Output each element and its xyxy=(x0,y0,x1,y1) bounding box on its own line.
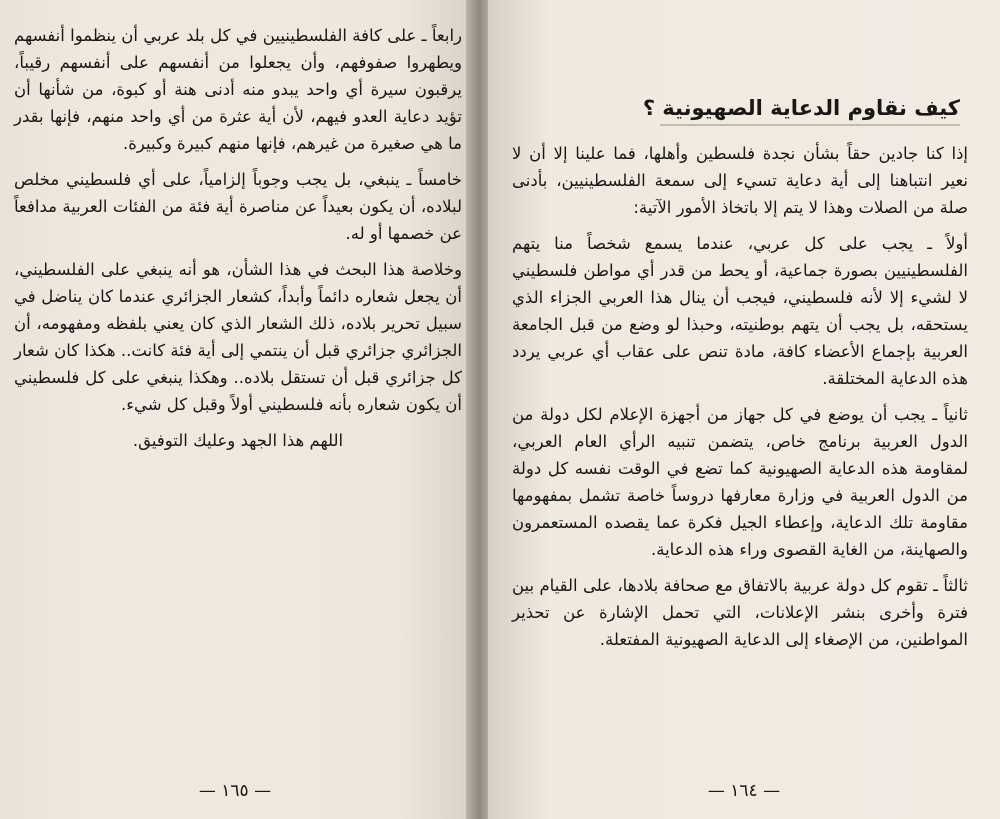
paragraph-first: أولاً ـ يجب على كل عربي، عندما يسمع شخصاً منا يتهم الفلسطينيين بصورة جماعية، أو يحط من قدر أي مواطن فلسطيني لا لشيء إلا لأنه فلسطيني، فيجب أن ينال هذا العربي الجزاء الذي يستحقه، بل يجب أن يتهم بوطنيته، وحبذا لو وضع من قبل الجامعة العربية بإجماع الأعضاء كافة، مادة تنص على عقاب أي عربي يردد هذه الدعاية المختلقة. xyxy=(512,234,968,388)
left-page-text xyxy=(14,22,462,454)
page-number-164: — ١٦٤ — xyxy=(707,781,781,801)
chapter-heading: كيف نقاوم الدعاية الصهيونية ؟ xyxy=(530,96,960,120)
closing-prayer: اللهم هذا الجهد وعليك التوفيق. xyxy=(132,431,344,450)
paragraph-conclusion: وخلاصة هذا البحث في هذا الشأن، هو أنه ينبغي على الفلسطيني، أن يجعل شعاره دائماً وأبداً، كشعار الجزائري عندما كان يناضل في سبيل تحرير بلاده، ذلك الشعار الذي كان يعني بلفظه ومفهومه، أن الجزائري جزائري قبل أن ينتمي إلى أية فئة كانت.. هكذا كان شعار كل جزائري قبل أن تستقل بلاده.. وهكذا ينبغي على كل فلسطيني أن يكون شعاره بأنه فلسطيني أولاً وقبل كل شيء. xyxy=(14,260,462,414)
paragraph-fifth: خامساً ـ ينبغي، بل يجب وجوباً إلزامياً، على أي فلسطيني مخلص لبلاده، أن يكون بعيداً عن مناصرة أية فئة من الفئات العربية مدافعاً عن خصمها أو له. xyxy=(14,170,462,243)
right-page xyxy=(488,0,1000,819)
page-number-165: — ١٦٥ — xyxy=(198,781,272,801)
right-page-text xyxy=(512,140,968,653)
paragraph-intro: إذا كنا جادين حقاً بشأن نجدة فلسطين وأهلها، فما علينا إلا أن لا نعير انتباهنا إلى أية دعاية تسيء إلى سمعة الفلسطينيين، بأدنى صلة من الصلات وهذا لا يتم إلا باتخاذ الأمور الآتية: xyxy=(512,144,968,217)
left-page xyxy=(0,0,470,819)
paragraph-fourth: رابعاً ـ على كافة الفلسطينيين في كل بلد عربي أن ينظموا أنفسهم ويطهروا صفوفهم، وأن يجعلوا من أنفسهم على أنفسهم رقيباً، يرقبون سيرة أي واحد يبدو منه أدنى هنة أو كبوة، من شأنها أن تؤيد دعاية العدو فيهم، لأن أية عثرة من أي واحد منهم، فإنها بقدر ما هي صغيرة من غيرهم، فإنها منهم كبيرة وكبيرة. xyxy=(14,26,462,153)
paragraph-second: ثانياً ـ يجب أن يوضع في كل جهاز من أجهزة الإعلام لكل دولة من الدول العربية برنامج خاص، يتضمن تنبيه الرأي العام العربي، لمقاومة هذه الدعاية الصهيونية كما تضع في الوقت نفسه كل دولة من الدول العربية في وزارة معارفها دروساً خاصة تشمل بمفهومها مقاومة تلك الدعاية، وإعطاء الجيل فكرة عما يقصده المستعمرون والصهاينة، من الغاية القصوى وراء هذه الدعاية. xyxy=(512,405,968,559)
paragraph-third: ثالثاً ـ تقوم كل دولة عربية بالاتفاق مع صحافة بلادها، على القيام بين فترة وأخرى بنشر الإعلانات، التي تحمل الإشارة عن تحذير المواطنين، من الإصغاء إلى الدعاية الصهيونية المفتعلة. xyxy=(512,576,968,649)
